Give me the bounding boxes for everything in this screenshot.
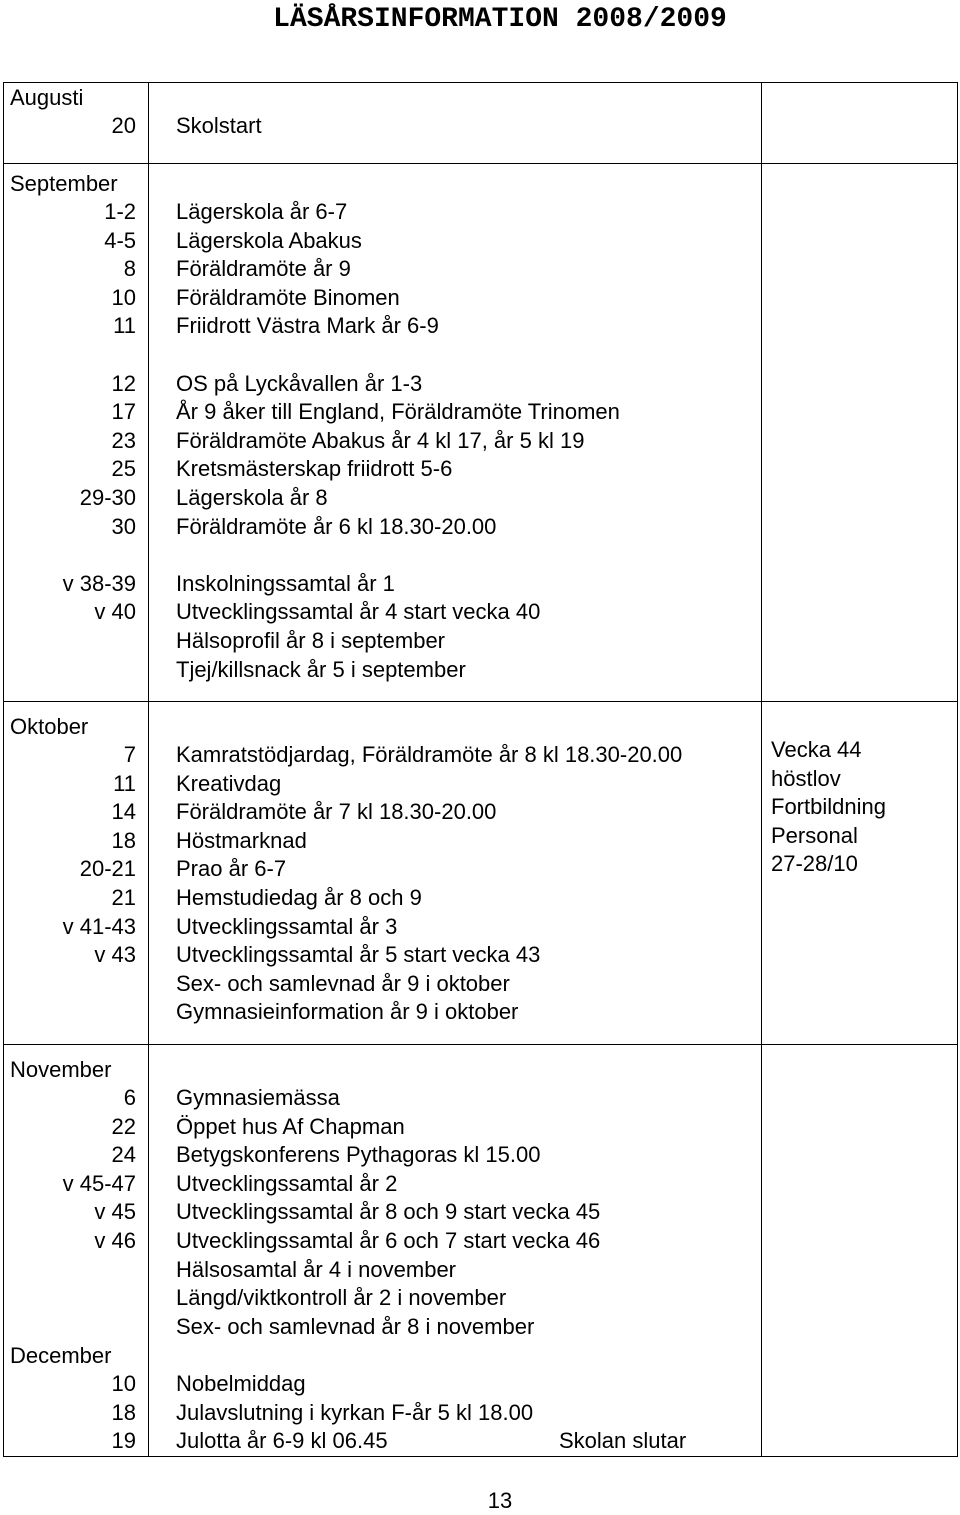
event-item: Gymnasieinformation år 9 i oktober bbox=[176, 999, 519, 1025]
dates-november bbox=[63, 1084, 136, 1256]
event-item: Utvecklingssamtal år 5 start vecka 43 bbox=[176, 942, 541, 968]
date-item bbox=[63, 541, 136, 570]
event-item: Kreativdag bbox=[176, 770, 282, 796]
date-item: 21 bbox=[111, 884, 136, 910]
event-item: Kamratstödjardag, Föräldramöte år 8 kl 18.30-20.00 bbox=[176, 742, 683, 767]
month-label-oktober: Oktober bbox=[10, 714, 89, 739]
date-item: v 41-43 bbox=[62, 913, 136, 939]
event-item: Föräldramöte år 7 kl 18.30-20.00 bbox=[176, 799, 497, 825]
event-item: Lägerskola år 8 bbox=[176, 484, 328, 510]
row-divider-september bbox=[4, 701, 957, 702]
date-item: 19 bbox=[111, 1428, 136, 1454]
note-line: Personal bbox=[771, 822, 858, 848]
page-number: 13 bbox=[487, 1488, 513, 1513]
event-item: Lägerskola år 6-7 bbox=[176, 199, 348, 224]
event-item: Hälsoprofil år 8 i september bbox=[176, 627, 446, 653]
school-ends-note: Skolan slutar bbox=[559, 1428, 687, 1453]
date-item: v 45-47 bbox=[62, 1170, 136, 1196]
date-item: 4-5 bbox=[104, 227, 136, 253]
event-item bbox=[176, 341, 620, 370]
event-item: Inskolningssamtal år 1 bbox=[176, 570, 395, 596]
date-item: 18 bbox=[111, 1399, 136, 1425]
column-divider-2 bbox=[761, 83, 762, 1456]
event-item: Föräldramöte Abakus år 4 kl 17, år 5 kl 19 bbox=[176, 427, 585, 453]
dates-augusti bbox=[112, 112, 136, 141]
date-item: 10 bbox=[111, 1371, 136, 1396]
row-divider-oktober bbox=[4, 1044, 957, 1045]
event-item: Föräldramöte år 6 kl 18.30-20.00 bbox=[176, 513, 497, 539]
dates-december bbox=[112, 1370, 136, 1456]
date-item: 14 bbox=[111, 799, 136, 825]
date-item: v 43 bbox=[94, 942, 136, 968]
event-item: OS på Lyckåvallen år 1-3 bbox=[176, 370, 423, 396]
event-item: Sex- och samlevnad år 9 i oktober bbox=[176, 970, 510, 996]
date-item: 11 bbox=[113, 313, 136, 339]
month-label-augusti: Augusti bbox=[10, 85, 84, 110]
date-item: 30 bbox=[111, 513, 136, 539]
note-line: Fortbildning bbox=[771, 794, 886, 820]
event-item: Längd/viktkontroll år 2 i november bbox=[176, 1285, 507, 1311]
date-item: 20 bbox=[111, 113, 136, 138]
date-item: v 38-39 bbox=[62, 570, 136, 596]
page-title: LÄSÅRSINFORMATION 2008/2009 bbox=[273, 4, 727, 35]
date-item: 24 bbox=[111, 1142, 136, 1168]
event-item: Föräldramöte år 9 bbox=[176, 256, 351, 282]
date-item: 8 bbox=[123, 256, 136, 282]
date-item: 29-30 bbox=[79, 484, 136, 510]
dates-oktober bbox=[63, 741, 136, 970]
note-line: höstlov bbox=[771, 765, 841, 791]
event-item: Friidrott Västra Mark år 6-9 bbox=[176, 313, 439, 339]
date-item bbox=[63, 341, 136, 370]
date-item: 22 bbox=[111, 1113, 136, 1139]
event-item: Betygskonferens Pythagoras kl 15.00 bbox=[176, 1142, 541, 1168]
event-item: År 9 åker till England, Föräldramöte Trinomen bbox=[176, 399, 620, 425]
note-line: 27-28/10 bbox=[771, 851, 858, 877]
date-item: 10 bbox=[111, 284, 136, 310]
date-item: 7 bbox=[123, 742, 136, 767]
event-item: Sex- och samlevnad år 8 i november bbox=[176, 1313, 535, 1339]
event-item: Hemstudiedag år 8 och 9 bbox=[176, 884, 422, 910]
date-item: 6 bbox=[123, 1085, 136, 1110]
date-item: v 45 bbox=[94, 1199, 136, 1225]
date-item: 25 bbox=[111, 456, 136, 482]
event-item: Gymnasiemässa bbox=[176, 1085, 340, 1110]
event-item: Julavslutning i kyrkan F-år 5 kl 18.00 bbox=[176, 1399, 534, 1425]
event-item: Utvecklingssamtal år 3 bbox=[176, 913, 398, 939]
date-item: 20-21 bbox=[79, 856, 136, 882]
autumn-break-note bbox=[771, 736, 886, 879]
date-item: 18 bbox=[111, 827, 136, 853]
event-item: Kretsmästerskap friidrott 5-6 bbox=[176, 456, 453, 482]
date-item: 23 bbox=[111, 427, 136, 453]
event-item: Hälsosamtal år 4 i november bbox=[176, 1256, 457, 1282]
event-item: Utvecklingssamtal år 2 bbox=[176, 1170, 398, 1196]
event-item: Höstmarknad bbox=[176, 827, 307, 853]
column-divider-1 bbox=[148, 83, 149, 1456]
event-item: Tjej/killsnack år 5 i september bbox=[176, 656, 466, 682]
event-item: Föräldramöte Binomen bbox=[176, 284, 400, 310]
month-label-november: November bbox=[10, 1057, 112, 1082]
events-september bbox=[176, 198, 620, 684]
month-label-december: December bbox=[10, 1343, 112, 1368]
date-item: 17 bbox=[111, 399, 136, 425]
date-item: 1-2 bbox=[104, 199, 136, 224]
event-item: Julotta år 6-9 kl 06.45 bbox=[176, 1428, 388, 1454]
note-line: Vecka 44 bbox=[771, 737, 862, 762]
dates-september bbox=[63, 198, 136, 627]
row-divider-augusti bbox=[4, 163, 957, 164]
event-item: Prao år 6-7 bbox=[176, 856, 287, 882]
events-november bbox=[176, 1084, 600, 1341]
month-label-september: September bbox=[10, 171, 118, 196]
event-item: Utvecklingssamtal år 8 och 9 start vecka 45 bbox=[176, 1199, 601, 1225]
events-oktober bbox=[176, 741, 682, 1027]
event-item: Lägerskola Abakus bbox=[176, 227, 362, 253]
date-item: 12 bbox=[111, 370, 136, 396]
date-item: v 46 bbox=[94, 1227, 136, 1253]
event-item: Öppet hus Af Chapman bbox=[176, 1113, 405, 1139]
event-item: Skolstart bbox=[176, 113, 262, 138]
event-item: Utvecklingssamtal år 4 start vecka 40 bbox=[176, 599, 541, 625]
event-item: Nobelmiddag bbox=[176, 1371, 306, 1396]
event-item: Utvecklingssamtal år 6 och 7 start vecka 46 bbox=[176, 1227, 601, 1253]
date-item: v 40 bbox=[94, 599, 136, 625]
event-item bbox=[176, 541, 620, 570]
date-item: 11 bbox=[113, 770, 136, 796]
events-december bbox=[176, 1370, 533, 1456]
events-augusti bbox=[176, 112, 262, 141]
